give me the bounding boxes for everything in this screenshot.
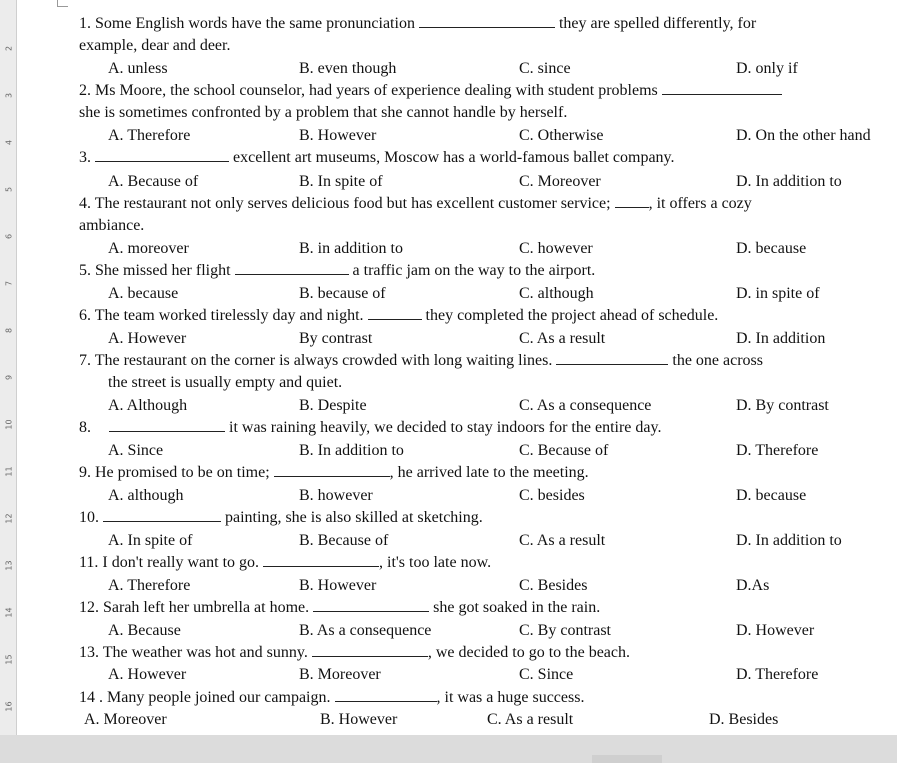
option-b[interactable]: B. Despite	[299, 397, 367, 414]
option-a[interactable]: A. However	[108, 666, 187, 683]
question-number: 12.	[79, 599, 99, 616]
option-b[interactable]: B. Moreover	[299, 666, 381, 683]
answer-blank[interactable]	[103, 507, 221, 522]
question-7	[79, 350, 893, 372]
question-10	[79, 507, 893, 529]
question-text-after: she got soaked in the rain.	[433, 599, 601, 616]
option-d[interactable]: D. Besides	[709, 711, 779, 728]
option-d[interactable]: D. In addition	[736, 330, 826, 347]
option-c[interactable]: C. Otherwise	[519, 127, 604, 144]
question-text-after: they completed the project ahead of schedule.	[425, 307, 719, 324]
answer-blank[interactable]	[368, 305, 422, 320]
option-c[interactable]: C. By contrast	[519, 622, 611, 639]
question-number: 2.	[79, 82, 91, 99]
option-a[interactable]: A. Therefore	[108, 127, 191, 144]
option-b[interactable]: B. in addition to	[299, 240, 403, 257]
question-number: 11.	[79, 554, 99, 571]
ruler-mark: 13	[4, 560, 14, 571]
ruler-mark: 7	[4, 280, 14, 287]
question-text-before: The team worked tirelessly day and night.	[94, 307, 364, 324]
question-text-after: , it was a huge success.	[436, 689, 585, 706]
option-b[interactable]: B. however	[299, 487, 373, 504]
ruler-mark: 15	[4, 654, 14, 665]
ruler-mark: 10	[4, 419, 14, 430]
option-b[interactable]: B. even though	[299, 60, 397, 77]
question-number: 3.	[79, 149, 91, 166]
question-text-after: a traffic jam on the way to the airport.	[352, 262, 596, 279]
option-a[interactable]: A. Since	[108, 442, 164, 459]
question-7-line2: the street is usually empty and quiet.	[108, 374, 343, 391]
option-d[interactable]: D.As	[736, 577, 770, 594]
ruler-mark: 16	[4, 701, 14, 712]
ruler-mark: 12	[4, 513, 14, 524]
option-d[interactable]: D. in spite of	[736, 285, 820, 302]
question-text-before: The restaurant not only serves delicious food but has excellent customer service;	[94, 195, 611, 212]
option-d[interactable]: D. because	[736, 240, 807, 257]
question-text-after: , we decided to go to the beach.	[427, 644, 630, 661]
question-13	[79, 642, 893, 664]
option-d[interactable]: D. because	[736, 487, 807, 504]
question-2	[79, 80, 893, 102]
question-number: 7.	[79, 352, 91, 369]
question-number: 10.	[79, 509, 99, 526]
ruler-mark: 6	[4, 233, 14, 240]
question-text-before: Some English words have the same pronunciation	[95, 15, 415, 32]
answer-blank[interactable]	[313, 597, 429, 612]
option-a[interactable]: A. moreover	[108, 240, 189, 257]
option-a[interactable]: A. Therefore	[108, 577, 191, 594]
question-2-line2: she is sometimes confronted by a problem that she cannot handle by herself.	[79, 104, 568, 121]
question-4-line2: ambiance.	[79, 217, 145, 234]
question-number: 13.	[79, 644, 99, 661]
question-number: 6.	[79, 307, 91, 324]
ruler-mark: 9	[4, 374, 14, 381]
option-a[interactable]: A. Because of	[108, 173, 199, 190]
answer-blank[interactable]	[556, 350, 668, 365]
question-number: 9.	[79, 464, 91, 481]
answer-blank[interactable]	[95, 147, 229, 162]
ruler-mark: 2	[4, 45, 14, 52]
option-d[interactable]: D. In addition to	[736, 532, 842, 549]
question-number: 8.	[79, 419, 91, 436]
answer-blank[interactable]	[235, 260, 349, 275]
option-a[interactable]: A. Moreover	[84, 711, 167, 728]
option-c[interactable]: C. As a result	[519, 532, 606, 549]
question-text-before: I don't really want to go.	[102, 554, 260, 571]
answer-blank[interactable]	[312, 642, 428, 657]
margin-corner-mark	[57, 0, 68, 7]
question-11	[79, 552, 893, 574]
question-number: 5.	[79, 262, 91, 279]
answer-blank[interactable]	[419, 13, 555, 28]
option-b[interactable]: B. In spite of	[299, 173, 383, 190]
question-text-after: they are spelled differently, for	[558, 15, 757, 32]
question-text-before: Sarah left her umbrella at home.	[103, 599, 310, 616]
option-c[interactable]: C. As a result	[487, 711, 574, 728]
option-a[interactable]: A. Although	[108, 397, 188, 414]
option-d[interactable]: D. By contrast	[736, 397, 829, 414]
question-number: 14 .	[79, 689, 103, 706]
option-c[interactable]: C. Moreover	[519, 173, 601, 190]
option-d[interactable]: D. However	[736, 622, 815, 639]
option-c[interactable]: C. Because of	[519, 442, 609, 459]
option-a[interactable]: A. However	[108, 330, 187, 347]
question-text-after: it was raining heavily, we decided to stay indoors for the entire day.	[229, 419, 662, 436]
option-d[interactable]: D. Therefore	[736, 442, 819, 459]
question-1	[79, 13, 893, 35]
option-c[interactable]: C. although	[519, 285, 594, 302]
scrollbar-thumb[interactable]	[592, 755, 662, 763]
option-a[interactable]: A. because	[108, 285, 179, 302]
question-1-line2: example, dear and deer.	[79, 37, 231, 54]
option-c[interactable]: C. As a result	[519, 330, 606, 347]
ruler-mark: 14	[4, 607, 14, 618]
question-text-before: Ms Moore, the school counselor, had years of experience dealing with student problems	[95, 82, 658, 99]
option-b[interactable]: B. As a consequence	[299, 622, 432, 639]
answer-blank[interactable]	[109, 417, 225, 432]
option-b[interactable]: By contrast	[299, 330, 373, 347]
question-text-before: She missed her flight	[95, 262, 231, 279]
option-c[interactable]: C. Besides	[519, 577, 588, 594]
question-number: 4.	[79, 195, 91, 212]
question-text-before: Many people joined our campaign.	[107, 689, 331, 706]
option-a[interactable]: A. In spite of	[108, 532, 193, 549]
question-text-before: The restaurant on the corner is always crowded with long waiting lines.	[94, 352, 553, 369]
answer-blank[interactable]	[263, 552, 379, 567]
option-c[interactable]: C. besides	[519, 487, 585, 504]
option-b[interactable]: B. In addition to	[299, 442, 404, 459]
option-c[interactable]: C. Since	[519, 666, 574, 683]
question-4	[79, 193, 893, 215]
option-a[interactable]: A. unless	[108, 60, 168, 77]
answer-blank[interactable]	[274, 462, 390, 477]
ruler-mark: 8	[4, 327, 14, 334]
option-a[interactable]: A. Because	[108, 622, 181, 639]
option-b[interactable]: B. Because of	[299, 532, 389, 549]
question-text-after: , it's too late now.	[379, 554, 492, 571]
vertical-ruler	[0, 0, 17, 735]
bottom-status-bar	[0, 735, 897, 763]
option-c[interactable]: C. As a consequence	[519, 397, 652, 414]
document-page	[17, 0, 897, 735]
answer-blank[interactable]	[335, 687, 437, 702]
question-text-after: excellent art museums, Moscow has a world-famous ballet company.	[233, 149, 675, 166]
question-number: 1.	[79, 15, 91, 32]
question-5	[79, 260, 893, 282]
question-text-after: painting, she is also skilled at sketching.	[225, 509, 483, 526]
question-12	[79, 597, 893, 619]
question-8	[79, 417, 893, 439]
question-3	[79, 147, 893, 169]
question-text-after: , it offers a cozy	[648, 195, 752, 212]
option-d[interactable]: D. On the other hand	[736, 127, 871, 144]
option-b[interactable]: B. However	[320, 711, 398, 728]
question-14	[79, 687, 893, 709]
option-c[interactable]: C. however	[519, 240, 593, 257]
option-c[interactable]: C. since	[519, 60, 571, 77]
option-a[interactable]: A. although	[108, 487, 184, 504]
ruler-mark: 3	[4, 92, 14, 99]
ruler-mark: 11	[4, 466, 14, 477]
option-b[interactable]: B. because of	[299, 285, 386, 302]
option-d[interactable]: D. Therefore	[736, 666, 819, 683]
question-text-before: The weather was hot and sunny.	[102, 644, 308, 661]
answer-blank[interactable]	[662, 80, 782, 95]
ruler-mark: 5	[4, 186, 14, 193]
option-b[interactable]: B. However	[299, 577, 377, 594]
question-text-after: , he arrived late to the meeting.	[389, 464, 589, 481]
ruler-mark: 4	[4, 139, 14, 146]
question-text-after: the one across	[672, 352, 764, 369]
option-d[interactable]: D. only if	[736, 60, 798, 77]
option-d[interactable]: D. In addition to	[736, 173, 842, 190]
option-b[interactable]: B. However	[299, 127, 377, 144]
question-text-before: He promised to be on time;	[95, 464, 270, 481]
question-6	[79, 305, 893, 327]
question-9	[79, 462, 893, 484]
answer-blank[interactable]	[615, 193, 649, 208]
